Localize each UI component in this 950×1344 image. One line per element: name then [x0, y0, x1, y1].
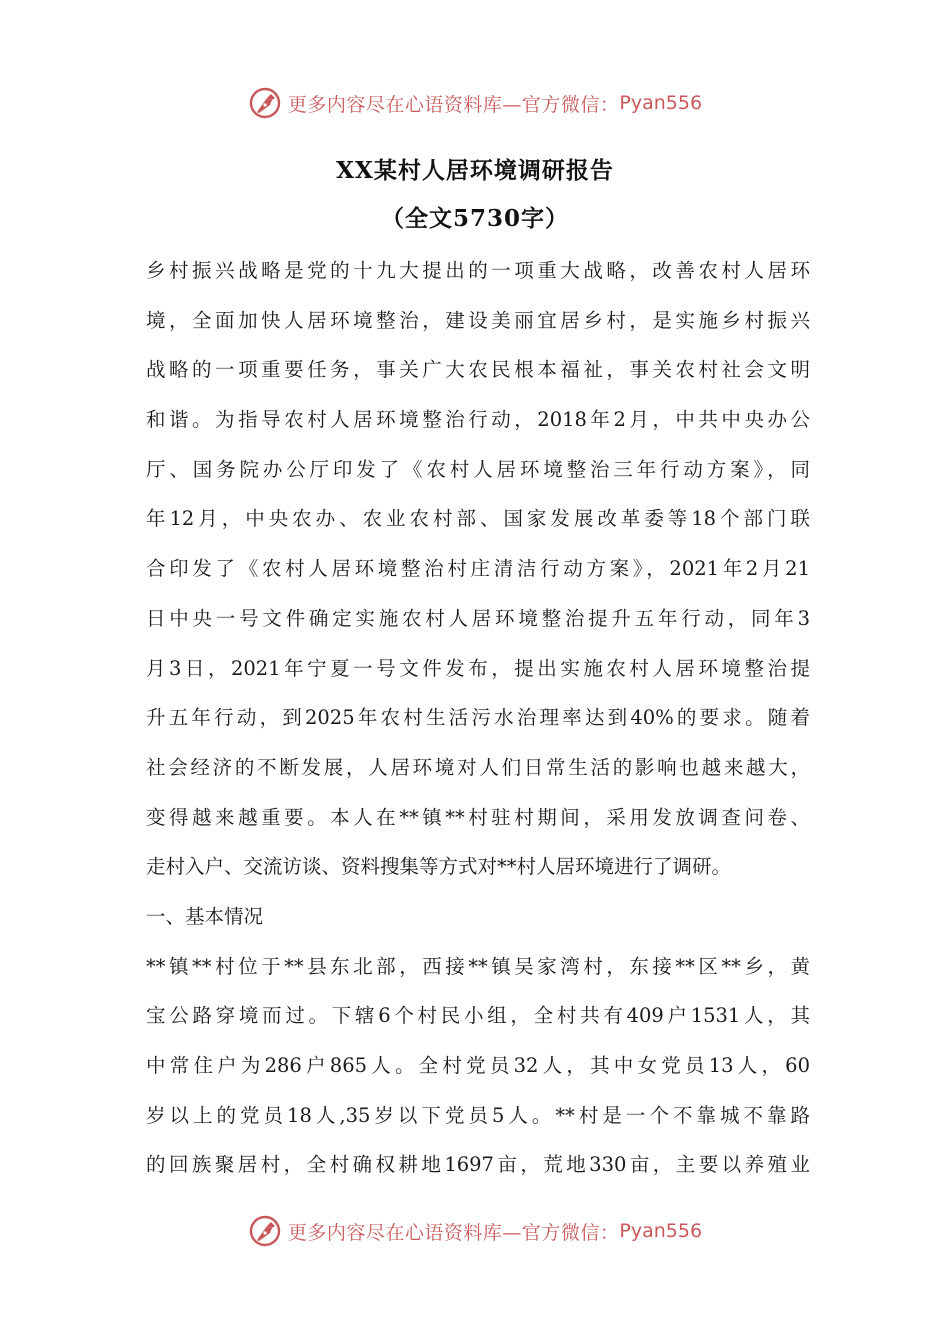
header-watermark: [0, 78, 950, 128]
body-line: 和谐。为指导农村人居环境整治行动，2018年2月，中共中央办公: [146, 408, 810, 432]
body-line: 战略的一项重要任务，事关广大农民根本福祉，事关农村社会文明: [146, 358, 810, 382]
watermark-text: 更多内容尽在心语资料库—官方微信：: [287, 1221, 620, 1244]
document-body: [146, 246, 810, 1190]
footer-watermark: [0, 1206, 950, 1256]
body-line: 日中央一号文件确定实施农村人居环境整治提升五年行动，同年3: [146, 606, 810, 630]
body-line: 岁以上的党员18人,35岁以下党员5人。**村是一个不靠城不靠路: [146, 1103, 810, 1127]
body-line: 年12月，中央农办、农业农村部、国家发展改革委等18个部门联: [146, 507, 810, 531]
pen-nib-logo-icon: [248, 86, 282, 120]
body-line: 厅、国务院办公厅印发了《农村人居环境整治三年行动方案》，同: [146, 457, 810, 481]
body-line: 月3日，2021年宁夏一号文件发布，提出实施农村人居环境整治提: [146, 656, 810, 680]
body-line: 乡村振兴战略是党的十九大提出的一项重大战略，改善农村人居环: [146, 259, 810, 282]
body-line: 社会经济的不断发展，人居环境对人们日常生活的影响也越来越大，: [146, 755, 810, 779]
watermark-wechat-id: Pyan556: [619, 1220, 703, 1242]
body-line: 的回族聚居村，全村确权耕地1697亩，荒地330亩，主要以养殖业: [146, 1153, 810, 1177]
watermark-text: 更多内容尽在心语资料库—官方微信：: [287, 93, 620, 116]
body-line: 合印发了《农村人居环境整治村庄清洁行动方案》，2021年2月21: [146, 557, 810, 581]
body-line: 变得越来越重要。本人在**镇**村驻村期间，采用发放调查问卷、: [146, 805, 810, 829]
body-line: 走村入户、交流访谈、资料搜集等方式对**村人居环境进行了调研。: [146, 855, 732, 879]
document-subtitle: （全文5730字）: [380, 205, 569, 232]
pen-nib-logo-icon: [248, 1214, 282, 1248]
body-line: 境，全面加快人居环境整治，建设美丽宜居乡村，是实施乡村振兴: [146, 308, 810, 332]
watermark-wechat-id: Pyan556: [619, 92, 703, 114]
body-line: 升五年行动，到2025年农村生活污水治理率达到40%的要求。随着: [146, 706, 810, 730]
section-heading: 一、基本情况: [146, 904, 264, 928]
body-line: **镇**村位于**县东北部，西接**镇吴家湾村，东接**区**乡，黄: [146, 954, 810, 978]
body-line: 宝公路穿境而过。下辖6个村民小组，全村共有409户1531人，其: [146, 1004, 810, 1028]
body-line: 中常住户为286户865人。全村党员32人，其中女党员13人，60: [146, 1054, 810, 1077]
document-title: XX某村人居环境调研报告: [336, 157, 614, 184]
